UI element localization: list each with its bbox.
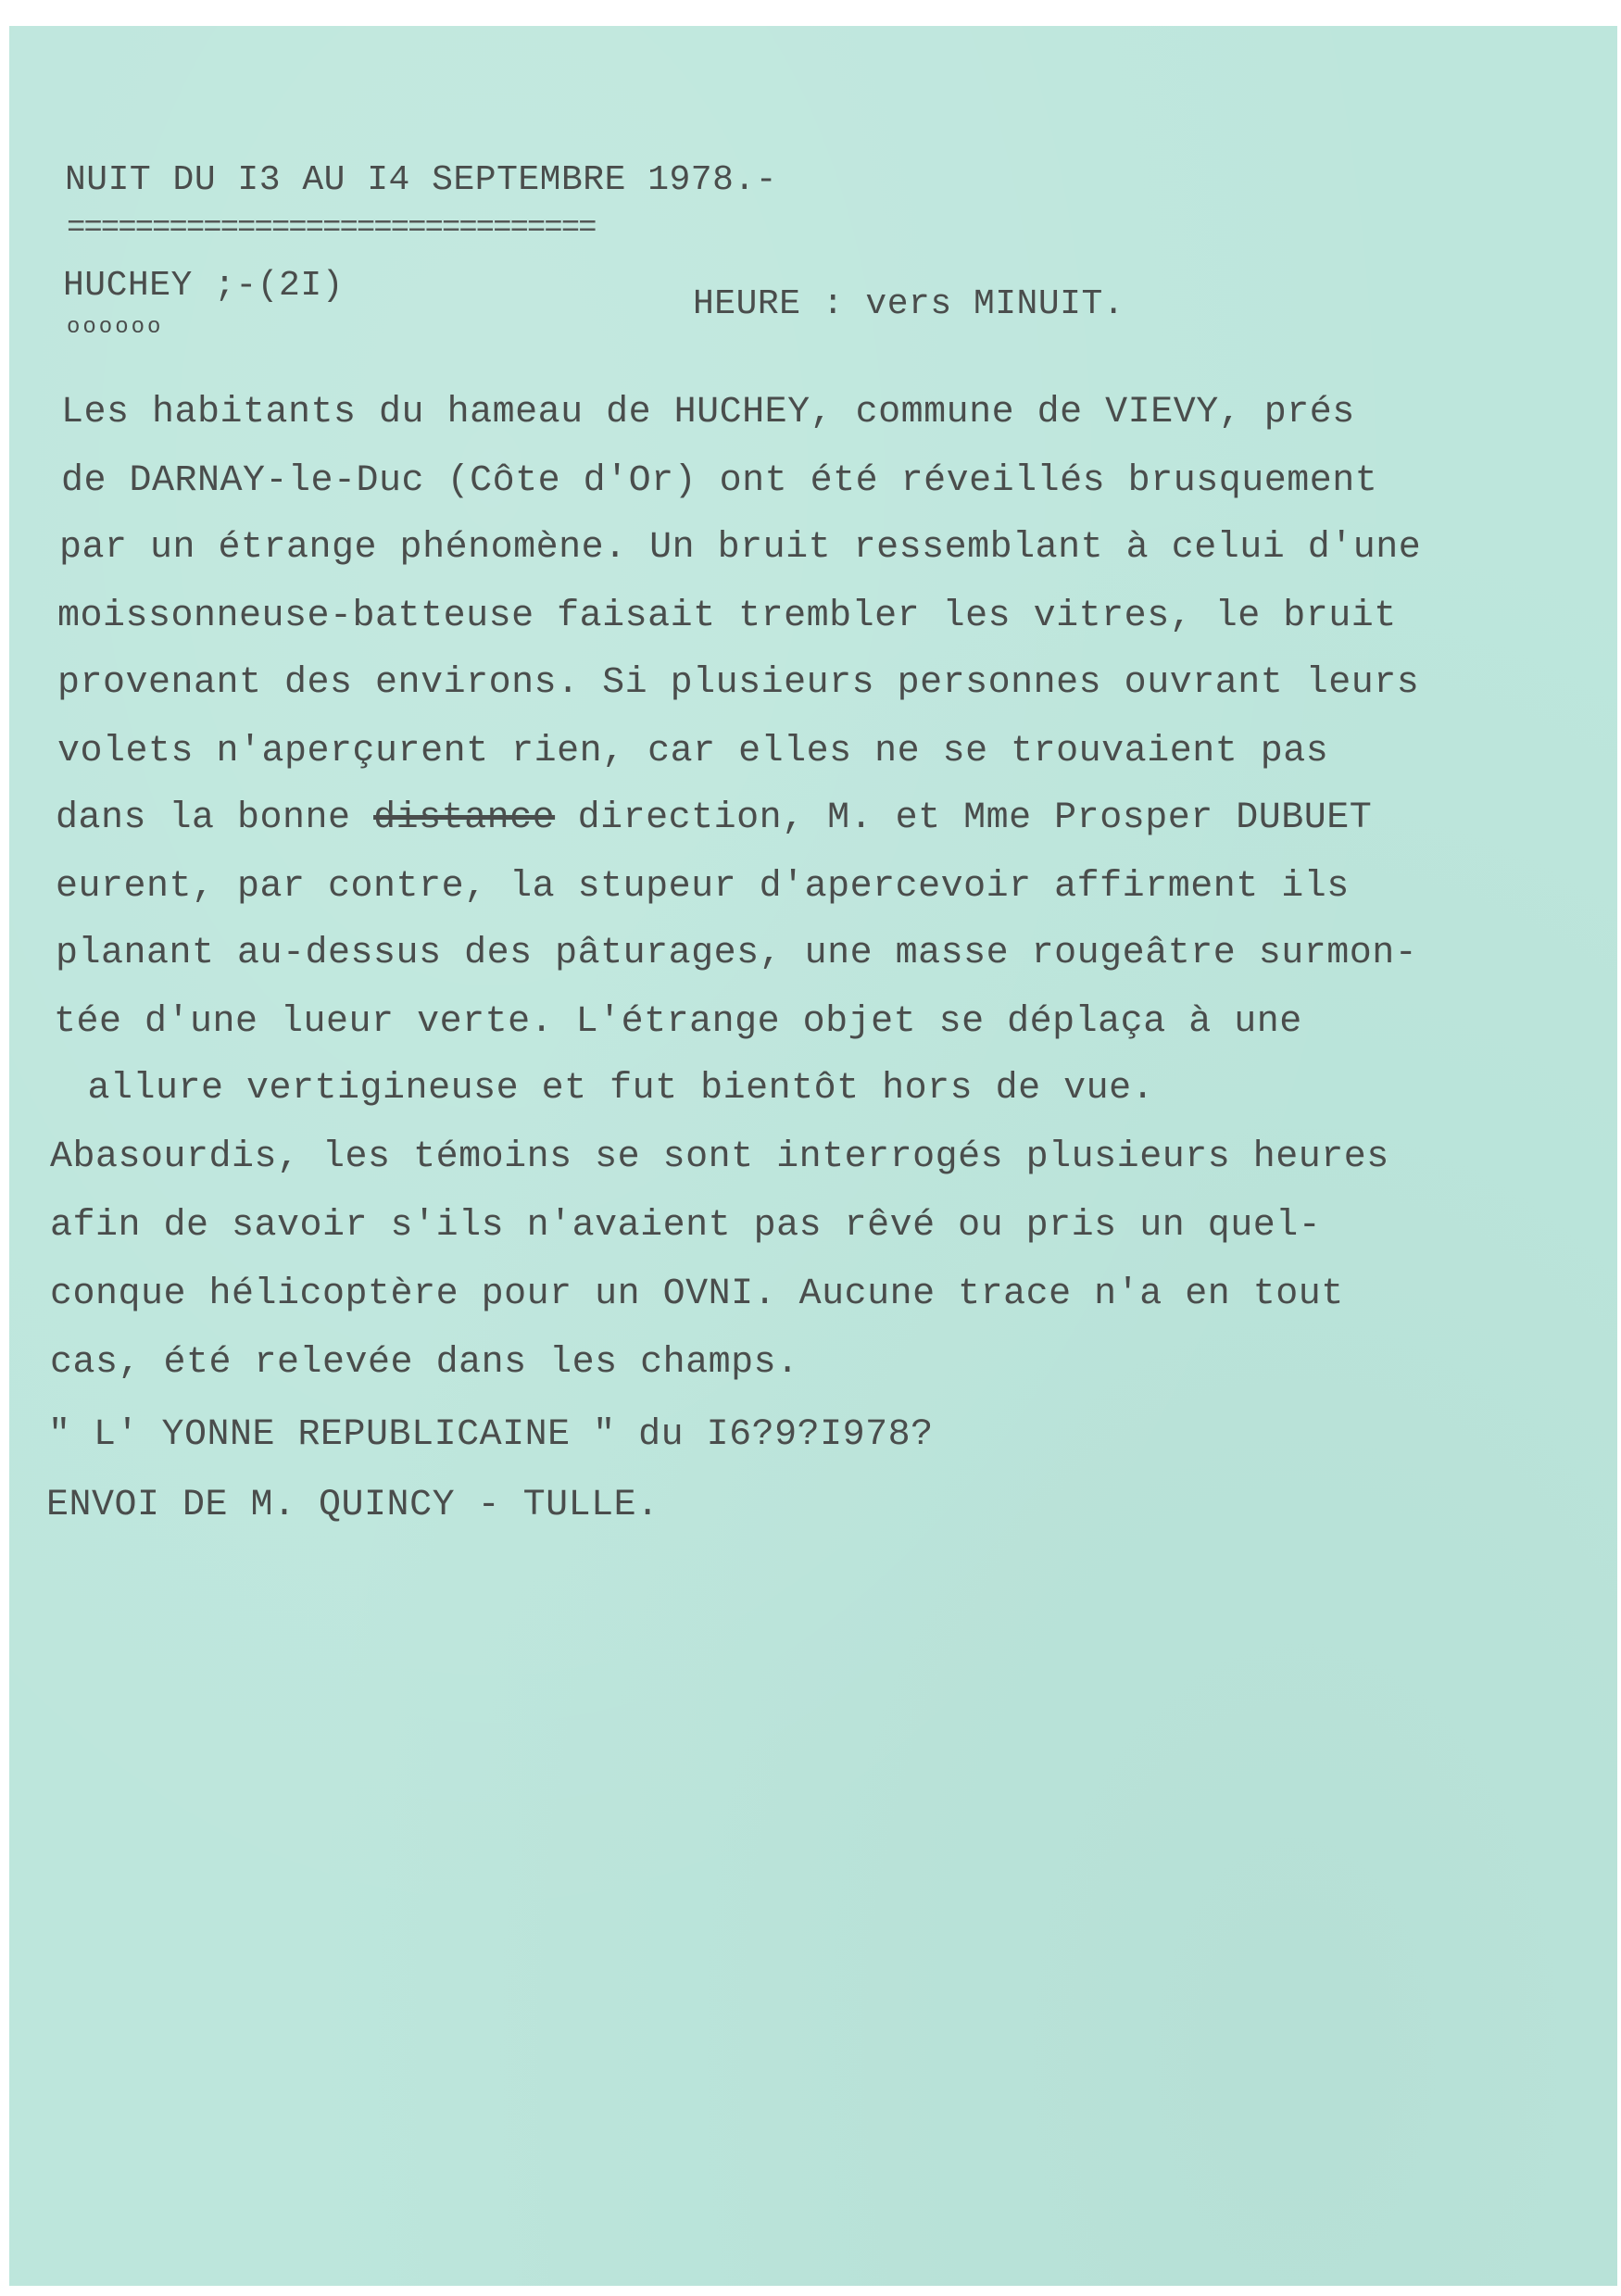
body-line xyxy=(54,1001,1302,1043)
body-line xyxy=(65,1068,1155,1110)
body-line-text-continued: direction, M. et Mme Prosper DUBUET xyxy=(555,797,1373,839)
struck-out-word: distance xyxy=(373,797,556,839)
body-line xyxy=(56,797,1373,839)
body-line-text: tée d'une lueur verte. L'étrange objet se déplaça à une xyxy=(54,1001,1302,1043)
body-line-text: conque hélicoptère pour un OVNI. Aucune trace n'a en tout xyxy=(50,1273,1344,1315)
body-line-text: de DARNAY-le-Duc (Côte d'Or) ont été réveillés brusquement xyxy=(61,460,1378,502)
body-line xyxy=(56,866,1350,908)
body-line-text: allure vertigineuse et fut bientôt hors de vue. xyxy=(65,1068,1155,1110)
body-line-text: volets n'aperçurent rien, car elles ne se trouvaient pas xyxy=(57,731,1329,772)
body-line xyxy=(50,1273,1344,1315)
body-line-text: cas, été relevée dans les champs. xyxy=(50,1342,799,1384)
typewritten-sheet xyxy=(9,26,1617,2286)
body-line xyxy=(59,527,1422,569)
title-underline: =============================== xyxy=(67,211,596,246)
body-line-text: Abasourdis, les témoins se sont interrogés plusieurs heures xyxy=(50,1136,1389,1178)
body-line-text: par un étrange phénomène. Un bruit ressemblant à celui d'une xyxy=(59,527,1422,569)
body-line-text: dans la bonne xyxy=(56,797,374,839)
place-label: HUCHEY ;-(2I) xyxy=(63,266,344,306)
report-title: NUIT DU I3 AU I4 SEPTEMBRE 1978.- xyxy=(65,160,778,200)
body-line xyxy=(57,731,1329,772)
body-line xyxy=(56,935,1417,972)
body-line-text: planant au-dessus des pâturages, une masse rougeâtre surmon- xyxy=(56,933,1418,974)
place-underline: oooooo xyxy=(67,315,164,340)
body-line xyxy=(61,460,1378,502)
newspaper-source: " L' YONNE REPUBLICAINE " du I6?9?I978? xyxy=(48,1414,934,1456)
sender-line: ENVOI DE M. QUINCY - TULLE. xyxy=(46,1485,660,1526)
body-line xyxy=(50,1342,799,1384)
time-label: HEURE : vers MINUIT. xyxy=(693,284,1125,324)
body-line-text: provenant des environs. Si plusieurs personnes ouvrant leurs xyxy=(57,662,1420,704)
body-line xyxy=(50,1205,1322,1247)
body-line-text: moissonneuse-batteuse faisait trembler les vitres, le bruit xyxy=(57,596,1397,637)
body-line-text: eurent, par contre, la stupeur d'apercevoir affirment ils xyxy=(56,866,1350,908)
body-line-text: Les habitants du hameau de HUCHEY, commune de VIEVY, prés xyxy=(61,392,1355,433)
body-line xyxy=(57,598,1397,635)
body-line xyxy=(57,662,1420,704)
body-line xyxy=(61,392,1355,433)
body-line-text: afin de savoir s'ils n'avaient pas rêvé ou pris un quel- xyxy=(50,1205,1322,1247)
body-line xyxy=(50,1136,1389,1178)
